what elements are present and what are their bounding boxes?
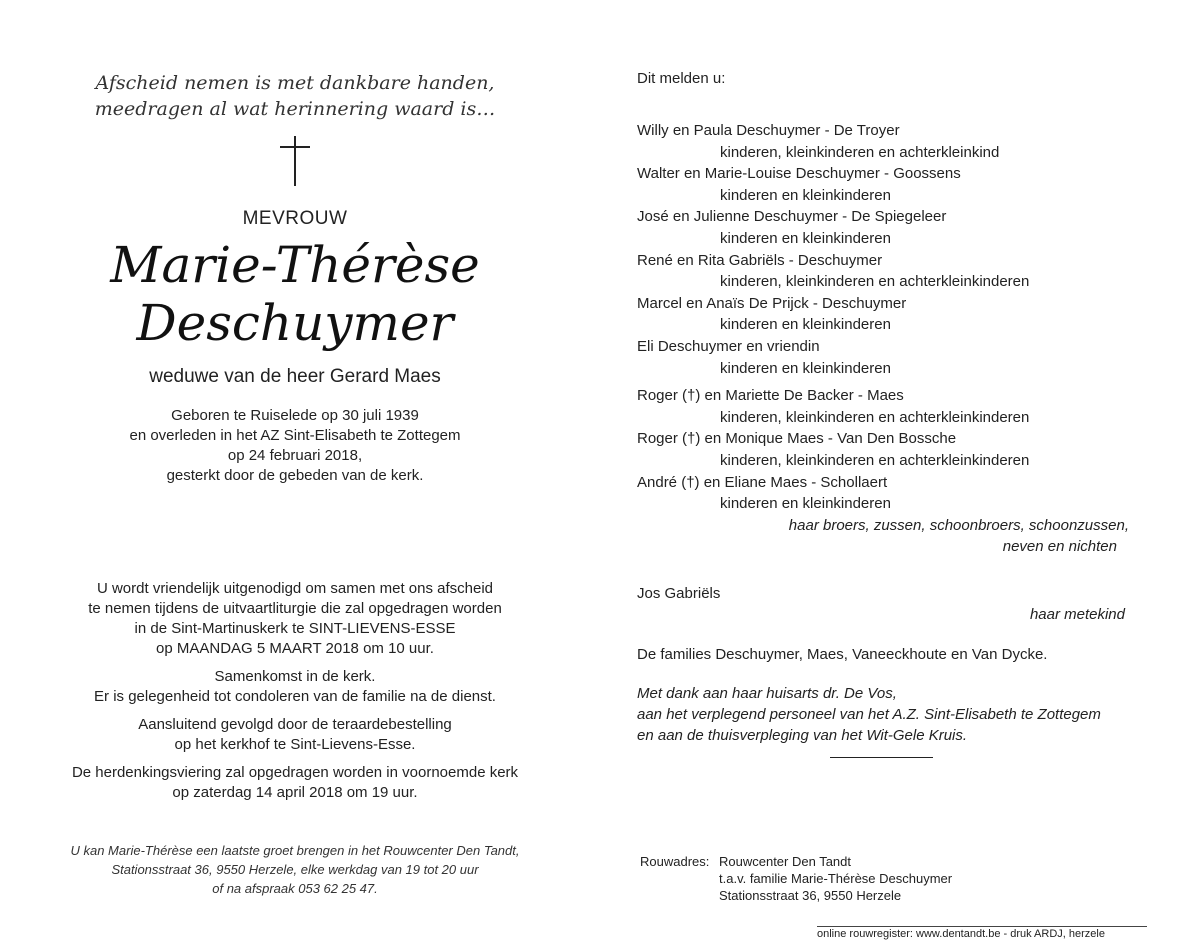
- honorific-title: MEVROUW: [242, 208, 348, 229]
- birth-line: Geboren te Ruiselede op 30 juli 1939: [171, 407, 419, 424]
- left-panel: [40, 70, 550, 898]
- family-couple: José en Julienne Deschuymer - De Spiegeleer: [637, 208, 947, 226]
- relatives-line: neven en nichten: [1002, 538, 1117, 556]
- visit-info: [40, 841, 550, 898]
- birth-death-info: [40, 406, 550, 486]
- relatives: [637, 515, 1137, 558]
- mourning-address: [640, 853, 952, 904]
- funeral-info: [40, 579, 550, 803]
- announcement-intro: Dit melden u:: [637, 70, 726, 87]
- family-children: kinderen en kleinkinderen: [720, 186, 891, 204]
- family-children: kinderen, kleinkinderen en achterkleinkinderen: [720, 408, 1030, 426]
- deceased-last-name: Deschuymer: [136, 294, 454, 352]
- footer-divider: [817, 926, 1147, 927]
- address-line: t.a.v. familie Marie-Thérèse Deschuymer: [719, 871, 953, 886]
- funeral-line: te nemen tijdens de uitvaartliturgie die zal opgedragen worden: [88, 600, 502, 617]
- visit-line: of na afspraak 053 62 25 47.: [212, 881, 378, 896]
- family-couple: Marcel en Anaïs De Prijck - Deschuymer: [637, 294, 907, 312]
- quote-line: meedragen al wat herinnering waard is…: [94, 98, 496, 120]
- family-couple: Walter en Marie-Louise Deschuymer - Goossens: [637, 165, 961, 183]
- family-couple: Roger (†) en Monique Maes - Van Den Bossche: [637, 430, 957, 448]
- cross-icon: [280, 136, 310, 186]
- visit-line: Stationsstraat 36, 9550 Herzele, elke werkdag van 19 tot 20 uur: [111, 862, 479, 877]
- birth-line: op 24 februari 2018,: [227, 447, 363, 464]
- footer-credit: online rouwregister: www.dentandt.be - druk ARDJ, herzele: [817, 928, 1105, 940]
- family-couple: Roger (†) en Mariette De Backer - Maes: [637, 387, 904, 405]
- deceased-first-name: Marie-Thérèse: [110, 236, 480, 294]
- thanks-note: [637, 683, 1137, 746]
- address-line: Stationsstraat 36, 9550 Herzele: [719, 888, 902, 903]
- gathering-line: Samenkomst in de kerk.: [214, 668, 376, 685]
- birth-line: gesterkt door de gebeden van de kerk.: [166, 467, 424, 484]
- burial-line: Aansluitend gevolgd door de teraardebestelling: [138, 716, 452, 733]
- funeral-line: in de Sint-Martinuskerk te SINT-LIEVENS-ESSE: [134, 620, 456, 637]
- visit-line: U kan Marie-Thérèse een laatste groet brengen in het Rouwcenter Den Tandt,: [70, 843, 520, 858]
- family-list: [637, 120, 1137, 558]
- gathering-line: Er is gelegenheid tot condoleren van de familie na de dienst.: [94, 688, 496, 705]
- memorial-quote: [40, 70, 550, 122]
- relatives-line: haar broers, zussen, schoonbroers, schoonzussen,: [788, 516, 1129, 534]
- thanks-line: Met dank aan haar huisarts dr. De Vos,: [637, 685, 897, 703]
- right-panel: [637, 70, 1137, 758]
- family-children: kinderen en kleinkinderen: [720, 495, 891, 513]
- godchild-name: Jos Gabriëls: [637, 584, 721, 602]
- family-children: kinderen, kleinkinderen en achterkleinkinderen: [720, 273, 1030, 291]
- family-couple: René en Rita Gabriëls - Deschuymer: [637, 251, 883, 269]
- family-children: kinderen en kleinkinderen: [720, 229, 891, 247]
- remembrance-line: op zaterdag 14 april 2018 om 19 uur.: [172, 784, 418, 801]
- divider: [830, 757, 933, 758]
- godchild: [637, 583, 1137, 626]
- family-children: kinderen, kleinkinderen en achterkleinkinderen: [720, 451, 1030, 469]
- birth-line: en overleden in het AZ Sint-Elisabeth te Zottegem: [129, 427, 461, 444]
- quote-line: Afscheid nemen is met dankbare handen,: [95, 72, 495, 94]
- family-couple: Willy en Paula Deschuymer - De Troyer: [637, 122, 900, 139]
- address-label: Rouwadres:: [640, 854, 710, 869]
- funeral-line: U wordt vriendelijk uitgenodigd om samen met ons afscheid: [96, 580, 494, 597]
- widow-of: weduwe van de heer Gerard Maes: [149, 366, 441, 387]
- burial-line: op het kerkhof te Sint-Lievens-Esse.: [174, 736, 416, 753]
- families-line: De families Deschuymer, Maes, Vaneeckhoute en Van Dycke.: [637, 646, 1048, 664]
- family-children: kinderen en kleinkinderen: [720, 359, 891, 377]
- thanks-line: en aan de thuisverpleging van het Wit-Gele Kruis.: [637, 727, 968, 745]
- thanks-line: aan het verplegend personeel van het A.Z. Sint-Elisabeth te Zottegem: [637, 706, 1101, 724]
- family-children: kinderen en kleinkinderen: [720, 316, 891, 334]
- family-couple: Eli Deschuymer en vriendin: [637, 337, 820, 355]
- family-couple: André (†) en Eliane Maes - Schollaert: [637, 473, 888, 491]
- godchild-role: haar metekind: [1029, 606, 1125, 624]
- address-line: Rouwcenter Den Tandt: [719, 854, 852, 869]
- funeral-line: op MAANDAG 5 MAART 2018 om 10 uur.: [156, 640, 434, 657]
- remembrance-line: De herdenkingsviering zal opgedragen worden in voornoemde kerk: [71, 764, 519, 781]
- family-children: kinderen, kleinkinderen en achterkleinkind: [720, 143, 1000, 161]
